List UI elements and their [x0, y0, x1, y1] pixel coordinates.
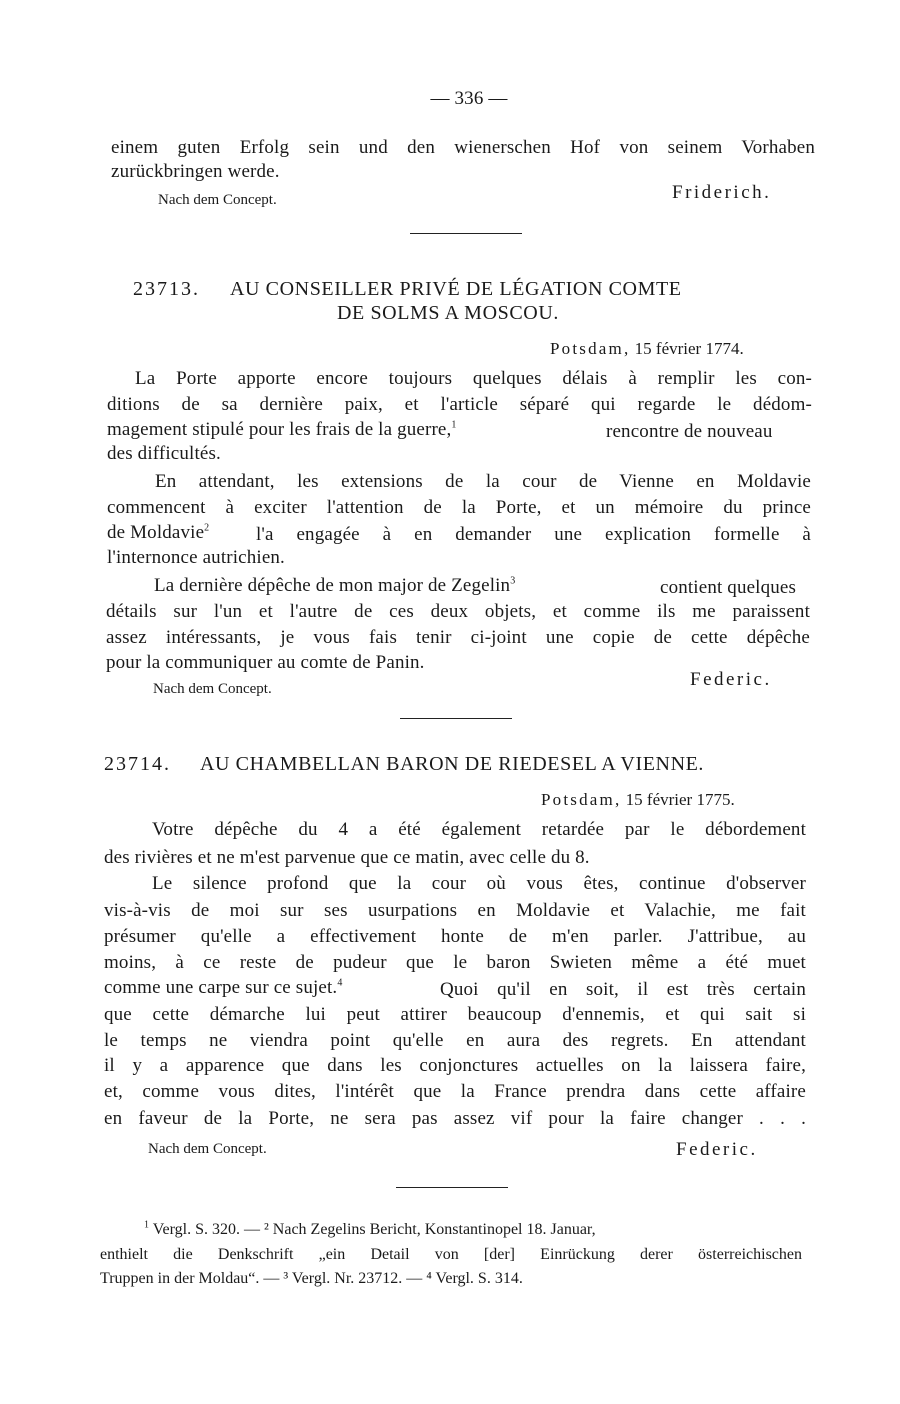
separator-rule: [410, 233, 522, 234]
letter-23713-line-12: pour la communiquer au comte de Panin.: [106, 652, 425, 673]
letter-23713-signature: Federic.: [690, 669, 772, 690]
footnote-ref-1: 1: [451, 419, 457, 431]
letter-23713-place: Potsdam,: [550, 339, 631, 358]
footnote-line-1-text: Vergl. S. 320. — ² Nach Zegelins Bericht, Konstantinopel 18. Januar,: [152, 1221, 596, 1238]
letter-23713-line-10: détails sur l'un et l'autre de ces deux objets, et comme ils me paraissent: [106, 601, 810, 622]
prev-letter-line-1: einem guten Erfolg sein und den wienerschen Hof von seinem Vorhaben: [111, 137, 815, 158]
letter-23714-line-11: et, comme vous dites, l'intérêt que la France prendra dans cette affaire: [104, 1081, 806, 1102]
letter-23713-title-line-1: AU CONSEILLER PRIVÉ DE LÉGATION COMTE: [230, 278, 682, 300]
letter-23714-line-7-text: comme une carpe sur ce sujet.: [104, 977, 338, 998]
separator-rule: [400, 718, 512, 719]
letter-23714-line-4: vis-à-vis de moi sur ses usurpations en Moldavie et Valachie, me fait: [104, 900, 806, 921]
letter-23713-line-3-end: rencontre de nouveau: [606, 421, 773, 442]
letter-23713-title-line-2: DE SOLMS A MOSCOU.: [337, 302, 559, 324]
letter-23714-place: Potsdam,: [541, 790, 622, 809]
letter-23713-line-5: En attendant, les extensions de la cour de Vienne en Moldavie: [155, 471, 811, 492]
prev-letter-line-2: zurückbringen werde.: [111, 161, 280, 182]
letter-23713-source: Nach dem Concept.: [153, 681, 272, 697]
letter-23714-dateline: [541, 790, 735, 810]
letter-23714-line-6: moins, à ce reste de pudeur que le baron Swieten même a été muet: [104, 952, 806, 973]
footnote-ref-3: 3: [510, 575, 516, 587]
letter-23714-number: 23714.: [104, 753, 171, 775]
footnote-mark-1: 1: [144, 1219, 149, 1231]
letter-23714-line-9: le temps ne viendra point qu'elle en aura des regrets. En attendant: [104, 1030, 806, 1051]
letter-23713-line-9-text: La dernière dépêche de mon major de Zegelin: [154, 575, 511, 596]
letter-23713-line-3: [107, 419, 457, 441]
letter-23713-line-9-end: contient quelques: [660, 577, 797, 598]
footnote-ref-4: 4: [337, 977, 343, 989]
letter-23714-line-2: des rivières et ne m'est parvenue que ce matin, avec celle du 8.: [104, 847, 590, 868]
letter-23713-number: 23713.: [133, 278, 200, 300]
letter-23714-line-8: que cette démarche lui peut attirer beaucoup d'ennemis, et qui sait si: [104, 1004, 806, 1025]
letter-23713-line-6: commencent à exciter l'attention de la Porte, et un mémoire du prince: [107, 497, 811, 518]
letter-23714-source: Nach dem Concept.: [148, 1141, 267, 1157]
letter-23713-line-8: l'internonce autrichien.: [107, 547, 285, 568]
letter-23713-line-11: assez intéressants, je vous fais tenir ci-joint une copie de cette dépêche: [106, 627, 810, 648]
prev-letter-signature: Friderich.: [672, 182, 772, 203]
letter-23713-line-7-text: de Moldavie: [107, 522, 205, 543]
letter-23713-line-7-end: l'a engagée à en demander une explication formelle à: [256, 524, 811, 545]
letter-23713-line-9: [154, 575, 515, 597]
prev-letter-source: Nach dem Concept.: [158, 192, 277, 208]
letter-23714-line-12: en faveur de la Porte, ne sera pas assez vif pour la faire changer . . .: [104, 1108, 806, 1129]
letter-23713-line-4: des difficultés.: [107, 443, 221, 464]
letter-23713-line-1: La Porte apporte encore toujours quelques délais à remplir les con-: [135, 368, 812, 389]
letter-23713-line-3-text: magement stipulé pour les frais de la guerre,: [107, 419, 452, 440]
letter-23714-line-3: Le silence profond que la cour où vous êtes, continue d'observer: [152, 873, 806, 894]
letter-23714-line-7-end: Quoi qu'il en soit, il est très certain: [440, 979, 806, 1000]
letter-23714-date: 15 février 1775.: [625, 790, 735, 809]
letter-23713-line-2: ditions de sa dernière paix, et l'article séparé qui regarde le dédom-: [107, 394, 812, 415]
letter-23714-line-10: il y a apparence que dans les conjonctures actuelles on la laissera faire,: [104, 1055, 806, 1076]
footnote-line-3: Truppen in der Moldau“. — ³ Vergl. Nr. 23712. — ⁴ Vergl. S. 314.: [100, 1270, 523, 1287]
letter-23713-dateline: [550, 339, 744, 359]
letter-23714-signature: Federic.: [676, 1139, 758, 1160]
page-number: — 336 —: [430, 88, 508, 109]
footnote-line-2: enthielt die Denkschrift „ein Detail von [der] Einrückung derer österreichischen: [100, 1246, 802, 1263]
letter-23713-date: 15 février 1774.: [634, 339, 744, 358]
letter-23714-line-5: présumer qu'elle a effectivement honte de m'en parler. J'attribue, au: [104, 926, 806, 947]
footnote-ref-2: 2: [204, 522, 210, 534]
footnote-line-1: [144, 1221, 596, 1239]
letter-23714-title: AU CHAMBELLAN BARON DE RIEDESEL A VIENNE.: [200, 753, 705, 775]
letter-23714-line-7: [104, 977, 342, 999]
letter-23714-line-1: Votre dépêche du 4 a été également retardée par le débordement: [152, 819, 806, 840]
letter-23713-line-7: [107, 522, 209, 544]
separator-rule: [396, 1187, 508, 1188]
